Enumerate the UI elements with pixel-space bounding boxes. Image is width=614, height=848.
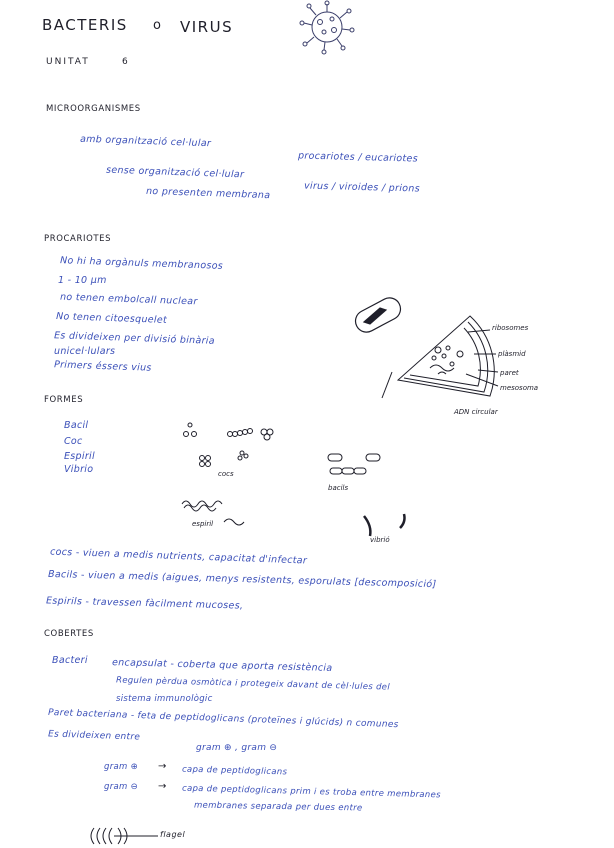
label-mesosoma: mesosoma bbox=[500, 384, 539, 392]
gram-positive-text: capa de peptidoglicans bbox=[181, 764, 288, 778]
procariotes-line: no tenen embolcall nuclear bbox=[59, 291, 198, 308]
forma-item: Espiril bbox=[64, 451, 95, 462]
paret-line2b: gram ⊕ , gram ⊖ bbox=[196, 743, 278, 753]
forma-item: Vibrio bbox=[64, 464, 94, 475]
procariotes-line: No tenen citoesquelet bbox=[55, 311, 168, 326]
formes-drawings bbox=[178, 418, 408, 548]
procariotes-line: Es divideixen per divisió binària bbox=[53, 330, 216, 347]
paret-line1: Paret bacteriana - feta de peptidoglicans (proteïnes i glúcids) n comunes bbox=[47, 707, 399, 731]
micro-line2-left: sense organització cel·lular bbox=[105, 164, 245, 181]
label-vibrio: vibrió bbox=[370, 536, 390, 544]
heading-microorganismes: MICROORGANISMES bbox=[46, 104, 141, 114]
procariotes-line: No hi ha orgànuls membranosos bbox=[59, 255, 224, 272]
label-ribosomes: ribosomes bbox=[492, 324, 529, 332]
paret-line2: Es divideixen entre bbox=[47, 729, 141, 743]
bacteri-label: Bacteri bbox=[52, 655, 88, 666]
arrow-icon: → bbox=[158, 781, 167, 792]
gram-negative-label: gram ⊖ bbox=[104, 782, 139, 792]
cell-section-diagram bbox=[378, 312, 548, 422]
label-bacils: bacils bbox=[328, 484, 349, 492]
label-cocs: cocs bbox=[218, 470, 234, 478]
heading-procariotes: PROCARIOTES bbox=[44, 234, 112, 244]
gram-negative-text2: membranes separada per dues entre bbox=[193, 800, 363, 814]
unit-label: UNITAT bbox=[46, 57, 90, 67]
micro-line3: no presenten membrana bbox=[145, 185, 271, 202]
procariotes-line: unicel·lulars bbox=[54, 346, 116, 357]
virus-drawing-icon bbox=[294, 0, 364, 56]
note-cocs: cocs - viuen a medis nutrients, capacitat d'infectar bbox=[49, 546, 308, 567]
flagellum-drawing-icon bbox=[88, 824, 158, 848]
bacteri-line2: Regulen pèrdua osmòtica i protegeix davant de cèl·lules del bbox=[115, 675, 391, 693]
procariotes-line: Primers éssers vius bbox=[53, 359, 152, 374]
label-espiril: espiril bbox=[192, 520, 214, 528]
heading-cobertes: COBERTES bbox=[44, 629, 94, 639]
title-virus: VIRUS bbox=[180, 18, 234, 36]
title-separator: o bbox=[153, 18, 163, 33]
micro-line1-left: amb organització cel·lular bbox=[79, 133, 212, 150]
procariotes-line: 1 - 10 µm bbox=[58, 275, 107, 286]
forma-item: Bacil bbox=[64, 420, 89, 431]
flagel-label: flagel bbox=[160, 830, 186, 839]
bacteri-line1: encapsulat - coberta que aporta resistència bbox=[111, 657, 333, 674]
micro-line2-right: virus / viroides / prions bbox=[303, 180, 421, 195]
heading-formes: FORMES bbox=[44, 395, 84, 405]
bacteri-line3: sistema immunològic bbox=[116, 694, 213, 704]
micro-line1-right: procariotes / eucariotes bbox=[297, 150, 419, 165]
unit-number: 6 bbox=[122, 57, 129, 67]
note-bacils: Bacils - viuen a medis (aigues, menys resistents, esporulats [descomposició] bbox=[47, 568, 437, 591]
label-adn-circular: ADN circular bbox=[454, 408, 498, 416]
forma-item: Coc bbox=[64, 436, 83, 447]
gram-negative-text: capa de peptidoglicans prim i es troba entre membranes bbox=[181, 783, 441, 801]
label-plasmid: plàsmid bbox=[498, 350, 526, 358]
label-paret: paret bbox=[500, 369, 519, 377]
title-bacteris: BACTERIS bbox=[42, 16, 128, 34]
arrow-icon: → bbox=[158, 761, 167, 772]
note-espirils: Espirils - travessen fàcilment mucoses, bbox=[45, 595, 244, 612]
gram-positive-label: gram ⊕ bbox=[104, 762, 139, 772]
